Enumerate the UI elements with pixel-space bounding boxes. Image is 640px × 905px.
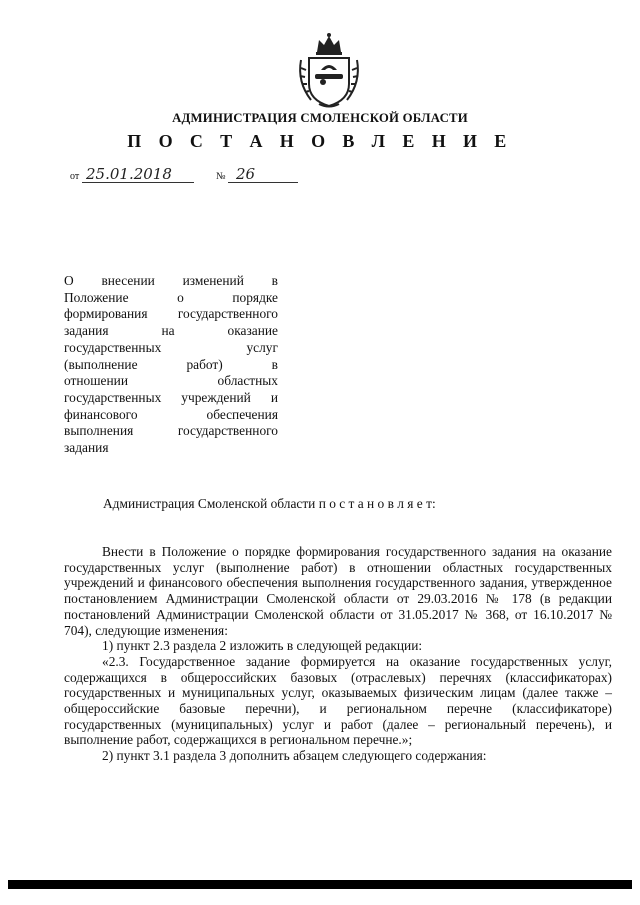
body-paragraph: 1) пункт 2.3 раздела 2 изложить в следующей редакции: [102,638,423,654]
body-paragraph: 2) пункт 3.1 раздела 3 дополнить абзацем следующего содержания: [102,748,487,764]
document-body [64,544,612,764]
resolution-intro: Администрация Смоленской области п о с т а н о в л я е т: [103,496,436,511]
number-value: 26 [236,165,256,183]
organization-title: АДМИНИСТРАЦИЯ СМОЛЕНСКОЙ ОБЛАСТИ [172,111,468,125]
subject-line: задания [64,440,109,456]
subject-line: задания на оказание [64,323,278,339]
subject-line: выполнения государственного [64,423,278,439]
subject-line: финансового обеспечения [64,406,278,422]
date-number-line [70,162,310,184]
subject-line: Положение о порядке [64,289,278,305]
subject-line: (выполнение работ) в [64,356,278,372]
document-type: П О С Т А Н О В Л Е Н И Е [127,131,513,151]
subject-line: О внесении изменений в [64,273,278,288]
subject-line: государственных учреждений и [64,389,278,405]
date-value: 25.01.2018 [86,165,172,183]
subject-line: государственных услуг [64,339,278,355]
document-subject [64,273,278,457]
subject-line: отношении областных [64,373,278,389]
number-prefix: № [216,171,226,182]
scan-bottom-edge [8,880,632,889]
subject-line: формирования государственного [64,306,278,322]
date-prefix: от [70,171,80,182]
coat-of-arms-emblem [295,30,363,110]
body-paragraph: Внести в Положение о порядке формирования государственного задания на оказание государственных услуг (выполнение работ) в отношении областных государственных учреждений и финансового обеспечения выполнения государственного задания, утвержденное постановлением Администрации Смоленской области от 29.03.2016 № 178 (в редакции постановлений Администрации Смоленской области от 31.05.2017 № 368, от 16.10.2017 № 704), следующие изменения: [64,544,612,638]
body-paragraph: «2.3. Государственное задание формируется на оказание государственных услуг, содержащихся в общероссийских базовых (отраслевых) перечнях (классификаторах) государственных и муниципальных услуг, оказываемых физическим лицам (далее также – общероссийские базовые перечни), и региональном перечне (классификаторе) государственных (муниципальных) услуг и работ (далее – региональный перечень), и выполнение работ, содержащихся в региональном перечне.»; [64,653,612,748]
